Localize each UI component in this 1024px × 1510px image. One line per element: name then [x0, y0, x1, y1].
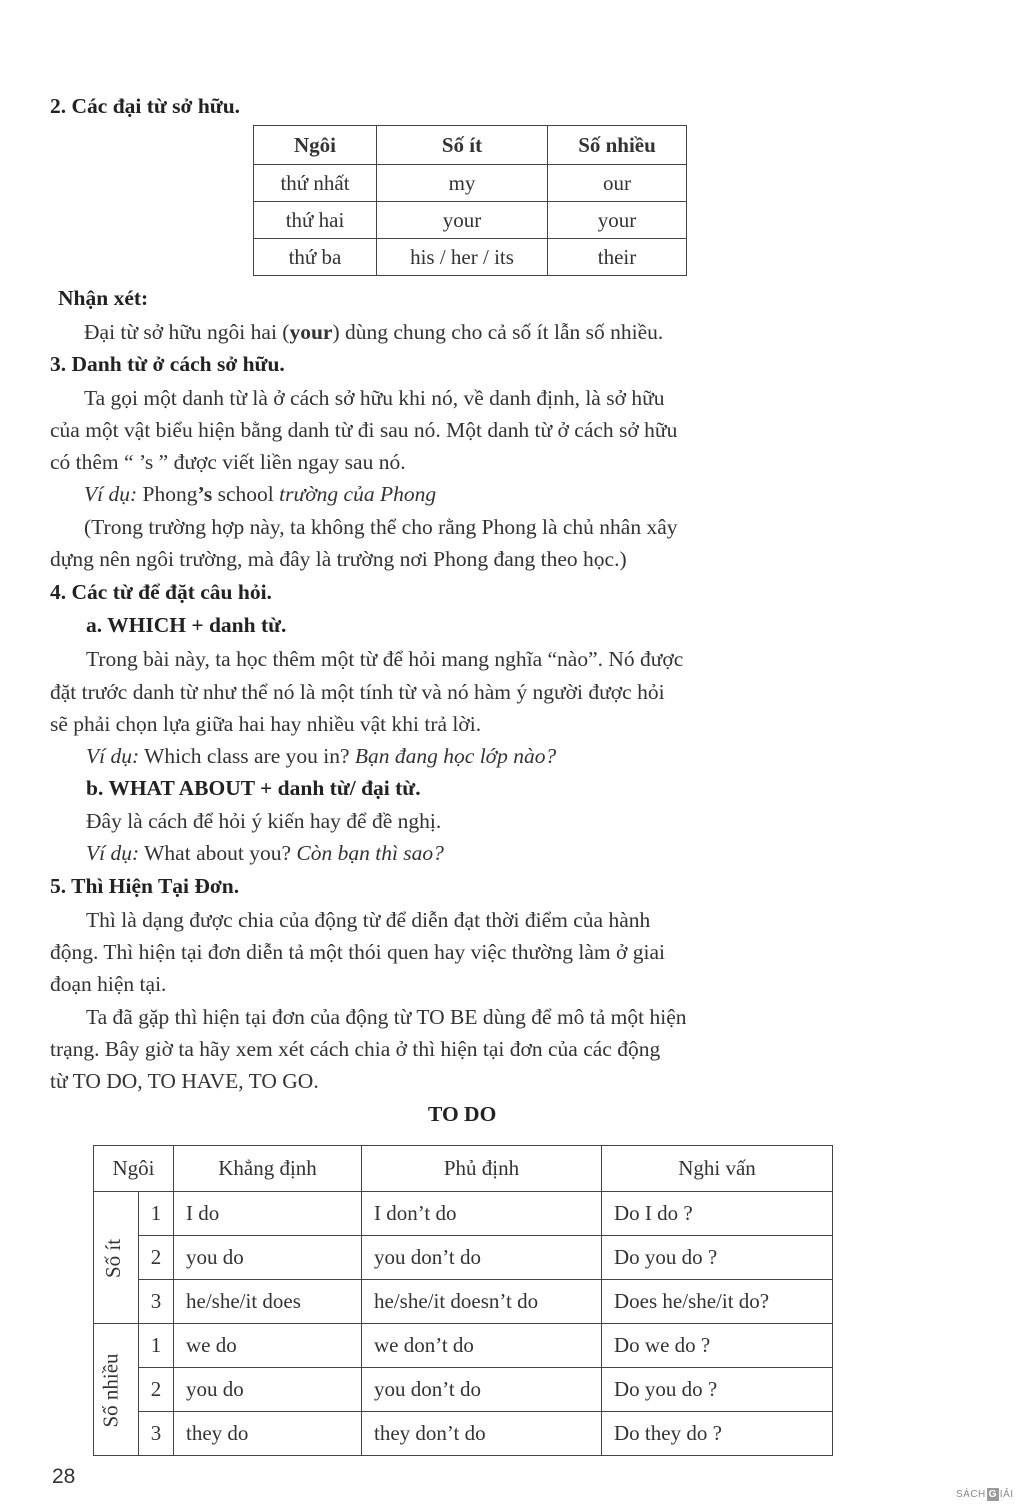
group-label-cell [94, 1324, 139, 1456]
table-cell: I do [174, 1192, 362, 1236]
table-cell: you do [174, 1236, 362, 1280]
header-cell: Khẳng định [174, 1146, 362, 1192]
example-line [86, 837, 444, 869]
table-cell: they do [174, 1412, 362, 1456]
example-bold: ’s [197, 482, 213, 506]
group-label: Số ít [101, 1238, 126, 1278]
table-cell: our [548, 165, 687, 202]
example-vietnamese: trường của Phong [279, 482, 437, 506]
table-title: TO DO [428, 1102, 497, 1126]
note-text-part: Đại từ sở hữu ngôi hai ( [84, 320, 290, 344]
example-english: What about you? [139, 841, 297, 865]
table-row [94, 1280, 833, 1324]
table-cell: Do we do ? [602, 1324, 833, 1368]
table-cell: 2 [139, 1368, 174, 1412]
example-english: Phong [137, 482, 198, 506]
paragraph-line: động. Thì hiện tại đơn diễn tả một thói quen hay việc thường làm ở giai [50, 940, 666, 964]
subsection-a-heading: a. WHICH + danh từ. [86, 613, 287, 637]
example-english: Which class are you in? [139, 744, 355, 768]
paragraph-line: đoạn hiện tại. [50, 972, 167, 996]
paragraph-line: Đây là cách để hỏi ý kiến hay để đề nghị. [86, 809, 442, 833]
header-cell: Số nhiều [548, 126, 687, 165]
table-cell: 3 [139, 1412, 174, 1456]
header-cell: Ngôi [94, 1146, 174, 1192]
table-row [94, 1236, 833, 1280]
watermark-text: IẢI [999, 1489, 1014, 1500]
table-cell: we do [174, 1324, 362, 1368]
table-cell: Do they do ? [602, 1412, 833, 1456]
example-vietnamese: Bạn đang học lớp nào? [354, 744, 557, 768]
table-cell: thứ ba [254, 239, 377, 276]
paragraph-line: dựng nên ngôi trường, mà đây là trường nơi Phong đang theo học.) [50, 547, 627, 571]
paragraph-line: Ta đã gặp thì hiện tại đơn của động từ TO BE dùng để mô tả một hiện [86, 1005, 687, 1029]
table-header-row [254, 126, 687, 165]
table-header-row [94, 1146, 833, 1192]
table-cell: Do I do ? [602, 1192, 833, 1236]
table-row [94, 1192, 833, 1236]
table-cell: his / her / its [377, 239, 548, 276]
watermark-text: SÁCH [956, 1489, 986, 1500]
page-number: 28 [52, 1465, 76, 1488]
paragraph-line: có thêm “ ’s ” được viết liền ngay sau nó. [50, 450, 406, 474]
note-label: Nhận xét: [58, 286, 149, 310]
table-cell: thứ hai [254, 202, 377, 239]
section-2-heading: 2. Các đại từ sở hữu. [50, 94, 241, 118]
paragraph-line: Thì là dạng được chia của động từ để diễn đạt thời điểm của hành [86, 908, 651, 932]
table-row [94, 1324, 833, 1368]
table-cell: 2 [139, 1236, 174, 1280]
group-label-cell [94, 1192, 139, 1324]
header-cell: Phủ định [362, 1146, 602, 1192]
paragraph-line: Trong bài này, ta học thêm một từ để hỏi mang nghĩa “nào”. Nó được [86, 647, 684, 671]
watermark-icon: G [988, 1489, 997, 1500]
section-4-heading: 4. Các từ để đặt câu hỏi. [50, 580, 272, 604]
to-do-conjugation-table [93, 1145, 833, 1456]
note-text [84, 316, 663, 348]
table-cell: 1 [139, 1324, 174, 1368]
possessive-pronouns-table [253, 125, 687, 276]
table-row [94, 1368, 833, 1412]
table-cell: Do you do ? [602, 1236, 833, 1280]
header-cell: Ngôi [254, 126, 377, 165]
section-3-heading: 3. Danh từ ở cách sở hữu. [50, 352, 285, 376]
table-cell: you don’t do [362, 1236, 602, 1280]
table-cell: your [377, 202, 548, 239]
example-label: Ví dụ: [86, 744, 140, 768]
example-english: school [212, 482, 280, 506]
table-cell: he/she/it doesn’t do [362, 1280, 602, 1324]
table-row [94, 1412, 833, 1456]
table-row [254, 202, 687, 239]
example-label: Ví dụ: [84, 482, 138, 506]
paragraph-line: từ TO DO, TO HAVE, TO GO. [50, 1069, 319, 1093]
section-5-heading: 5. Thì Hiện Tại Đơn. [50, 874, 240, 898]
example-line [84, 478, 436, 510]
paragraph-line: đặt trước danh từ như thể nó là một tính từ và nó hàm ý người được hỏi [50, 680, 665, 704]
subsection-b-heading: b. WHAT ABOUT + danh từ/ đại từ. [86, 776, 421, 800]
table-cell: they don’t do [362, 1412, 602, 1456]
table-cell: thứ nhất [254, 165, 377, 202]
table-cell: my [377, 165, 548, 202]
example-line [86, 740, 556, 772]
group-label: Số nhiều [98, 1352, 123, 1428]
paragraph-line: (Trong trường hợp này, ta không thể cho rằng Phong là chủ nhân xây [84, 515, 678, 539]
table-row [254, 239, 687, 276]
table-cell: 3 [139, 1280, 174, 1324]
header-cell: Nghi vấn [602, 1146, 833, 1192]
note-text-part: ) dùng chung cho cả số ít lẫn số nhiều. [332, 320, 664, 344]
table-cell: I don’t do [362, 1192, 602, 1236]
table-row [254, 165, 687, 202]
table-cell: their [548, 239, 687, 276]
paragraph-line: Ta gọi một danh từ là ở cách sở hữu khi nó, về danh định, là sở hữu [84, 386, 665, 410]
paragraph-line: trạng. Bây giờ ta hãy xem xét cách chia ở thì hiện tại đơn của các động [50, 1037, 661, 1061]
table-cell: you do [174, 1368, 362, 1412]
paragraph-line: của một vật biểu hiện bằng danh từ đi sau nó. Một danh từ ở cách sở hữu [50, 418, 678, 442]
table-cell: Does he/she/it do? [602, 1280, 833, 1324]
table-cell: you don’t do [362, 1368, 602, 1412]
table-cell: Do you do ? [602, 1368, 833, 1412]
header-cell: Số ít [377, 126, 548, 165]
example-vietnamese: Còn bạn thì sao? [296, 841, 444, 865]
paragraph-line: sẽ phải chọn lựa giữa hai hay nhiều vật khi trả lời. [50, 712, 482, 736]
note-bold-word: your [289, 320, 333, 344]
table-cell: 1 [139, 1192, 174, 1236]
table-cell: your [548, 202, 687, 239]
example-label: Ví dụ: [86, 841, 140, 865]
watermark-logo [956, 1488, 1014, 1501]
table-cell: he/she/it does [174, 1280, 362, 1324]
table-cell: we don’t do [362, 1324, 602, 1368]
